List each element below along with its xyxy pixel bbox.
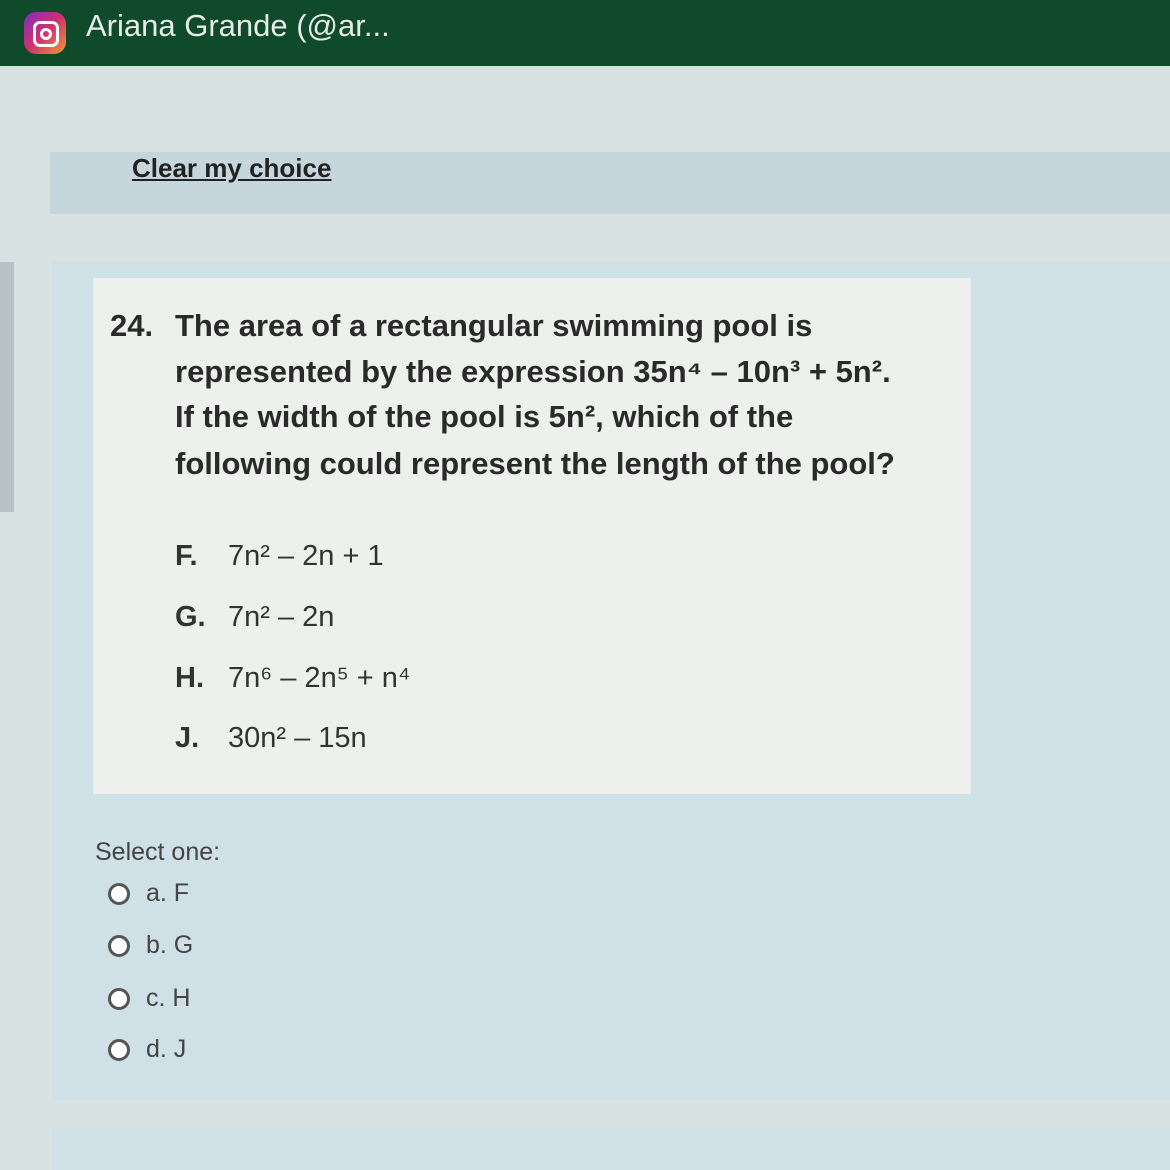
- option-c[interactable]: [108, 984, 190, 1013]
- select-one-label: Select one:: [95, 838, 221, 866]
- option-label[interactable]: a. F: [146, 879, 190, 907]
- choice-letter: F.: [175, 540, 198, 572]
- radio-button[interactable]: [108, 1039, 130, 1061]
- choice-letter: J.: [175, 722, 200, 754]
- choice-letter: G.: [175, 601, 206, 633]
- clear-choice-link[interactable]: Clear my choice: [132, 153, 332, 183]
- radio-button[interactable]: [108, 935, 130, 957]
- radio-button[interactable]: [108, 988, 130, 1010]
- choice-expression: 30n² – 15n: [228, 722, 367, 754]
- radio-button[interactable]: [108, 883, 130, 905]
- instagram-icon: [24, 12, 66, 54]
- tab-title[interactable]: Ariana Grande (@ar...: [86, 8, 390, 43]
- choice-expression: 7n² – 2n: [228, 601, 335, 633]
- option-label[interactable]: c. H: [146, 984, 191, 1012]
- question-number: 24.: [110, 308, 154, 343]
- choice-expression: 7n² – 2n + 1: [228, 540, 384, 572]
- left-edge-scroll: [0, 262, 14, 512]
- choice-letter: H.: [175, 662, 204, 694]
- browser-tab-bar: [0, 0, 1170, 66]
- question-text-line: If the width of the pool is 5n², which of the: [175, 399, 794, 434]
- question-text-line: following could represent the length of the pool?: [175, 446, 895, 481]
- choice-expression: 7n⁶ – 2n⁵ + n⁴: [228, 662, 411, 694]
- next-question-panel: [52, 1128, 1170, 1170]
- question-text-line: The area of a rectangular swimming pool is: [175, 308, 813, 343]
- option-label[interactable]: b. G: [146, 931, 194, 959]
- option-label[interactable]: d. J: [146, 1035, 187, 1063]
- option-a[interactable]: [108, 879, 189, 908]
- question-text-line: represented by the expression 35n⁴ – 10n³ + 5n².: [175, 354, 891, 389]
- option-b[interactable]: [108, 931, 193, 960]
- option-d[interactable]: [108, 1035, 186, 1064]
